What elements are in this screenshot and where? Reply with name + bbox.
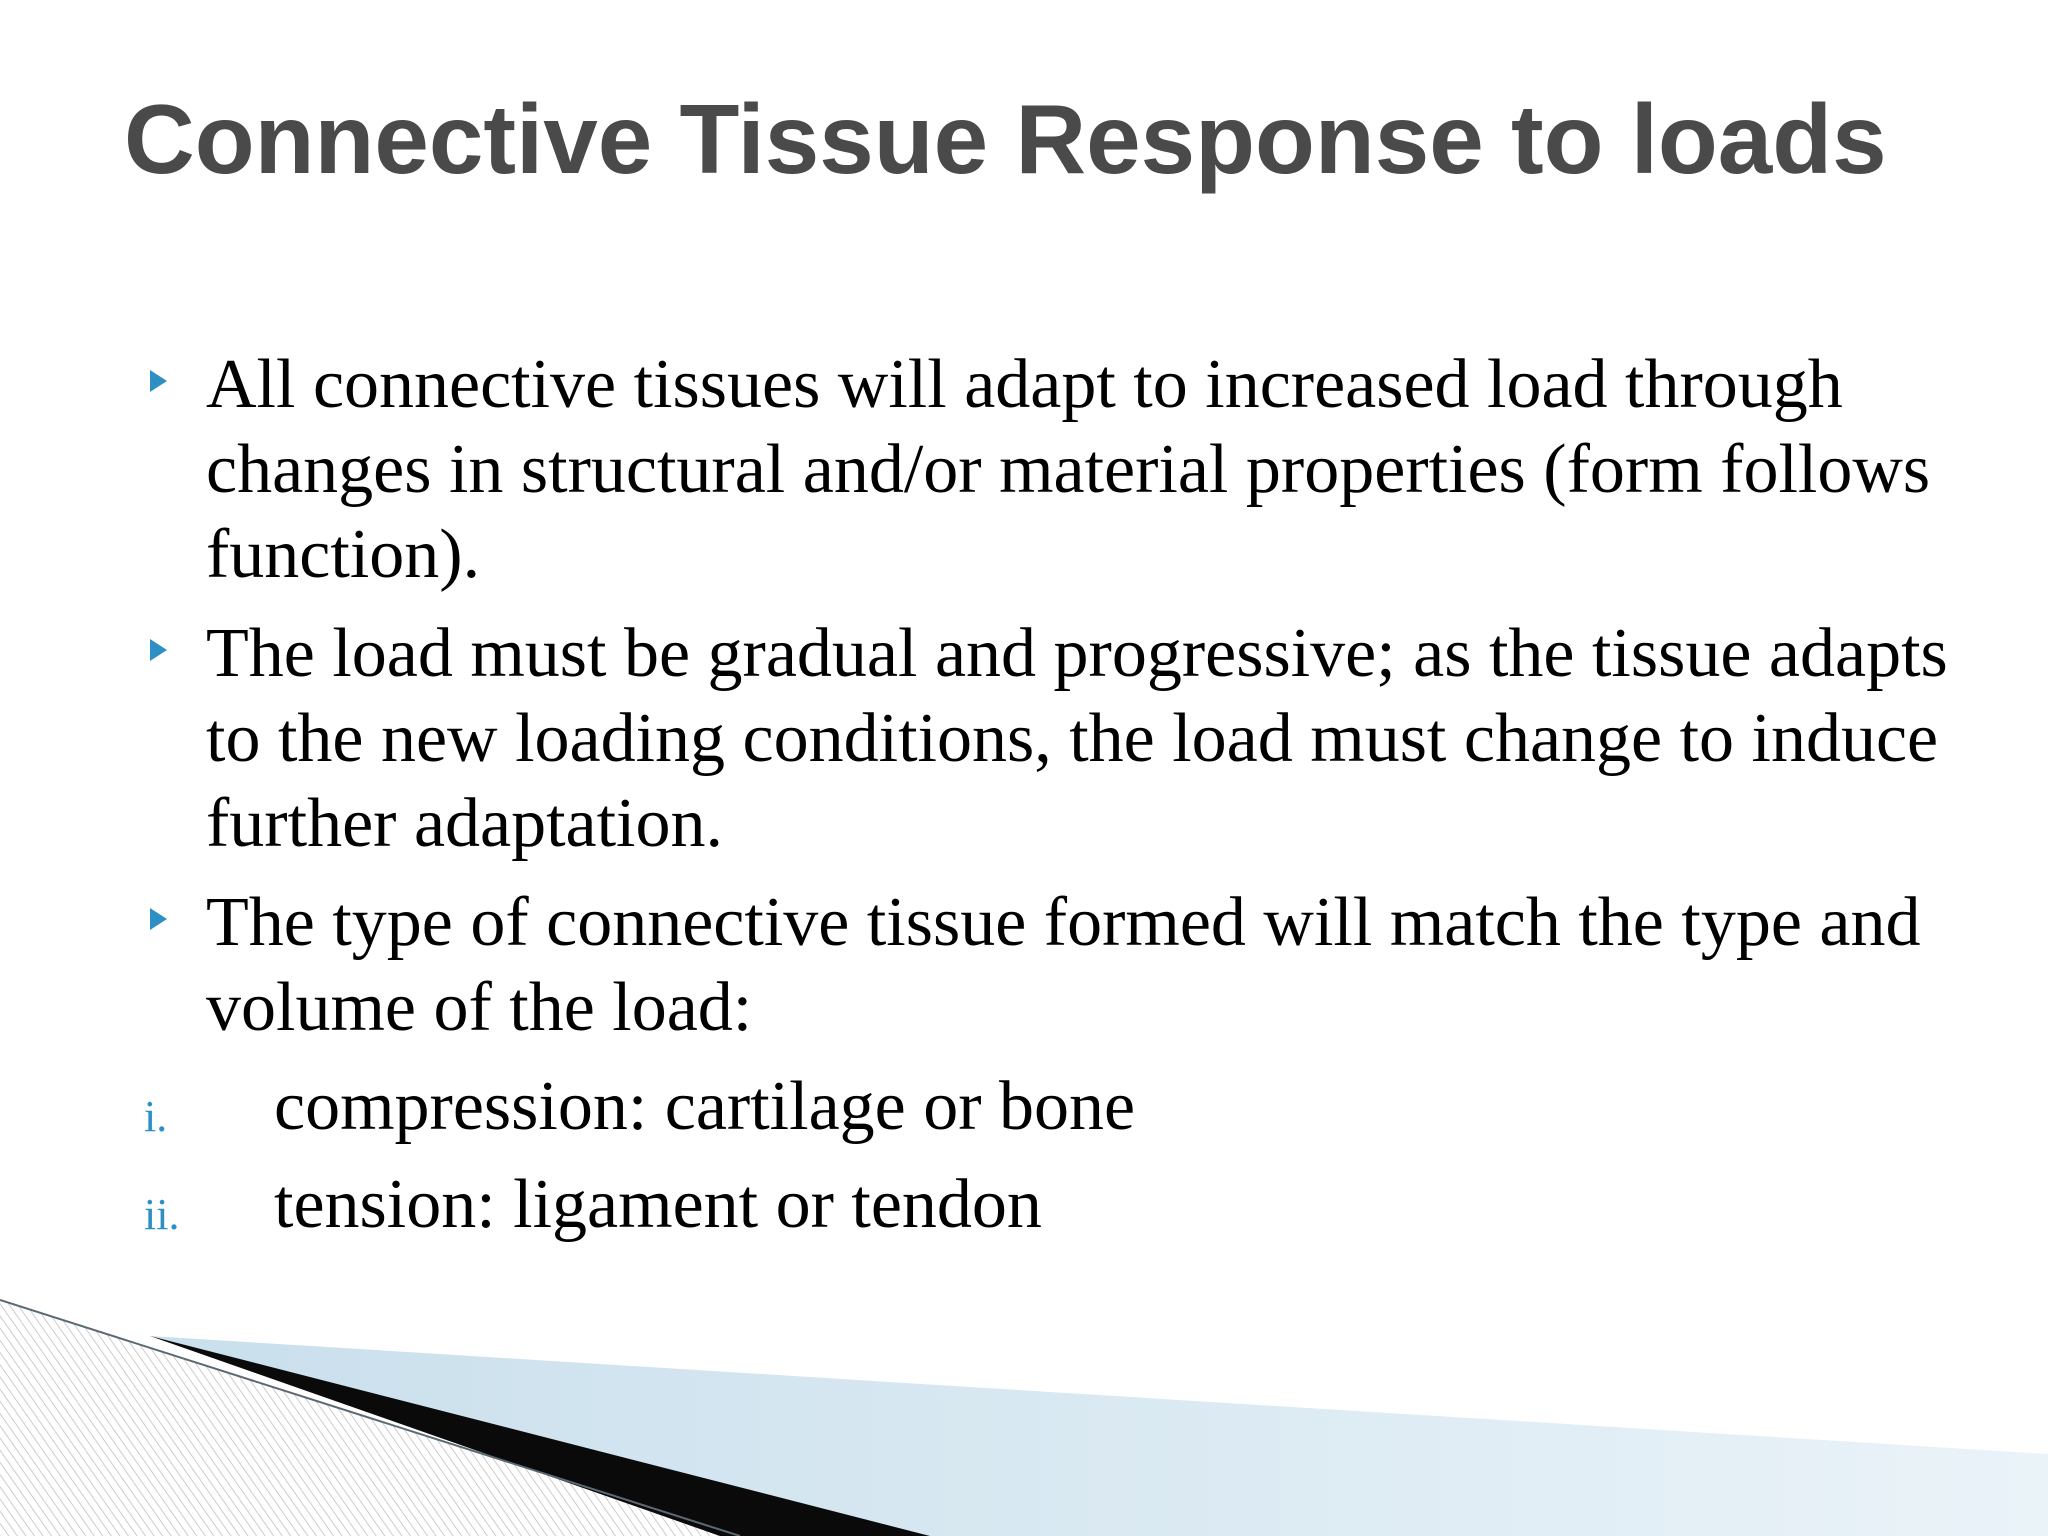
roman-numeral-marker: i.	[144, 1092, 168, 1141]
slide-body	[144, 342, 1948, 1257]
roman-numeral-marker: ii.	[144, 1190, 180, 1239]
numbered-subitem	[144, 1162, 1948, 1247]
slide-title: Connective Tissue Response to loads	[124, 84, 1887, 194]
triangle-bullet-icon	[150, 908, 167, 930]
bullet-text: The load must be gradual and progressive; as the tissue adapts to the new loading conditions, the load must change to induce further adaptation.	[206, 615, 1948, 862]
decorative-corner-graphic	[0, 1280, 2048, 1536]
bullet-text: The type of connective tissue formed will match the type and volume of the load:	[206, 884, 1921, 1046]
triangle-bullet-icon	[150, 370, 167, 392]
bullet-item	[148, 611, 1948, 866]
subitem-text: compression: cartilage or bone	[274, 1068, 1136, 1145]
numbered-subitem	[144, 1064, 1948, 1149]
subitem-text: tension: ligament or tendon	[274, 1166, 1042, 1243]
bullet-item	[148, 880, 1948, 1050]
triangle-bullet-icon	[150, 639, 167, 661]
bullet-text: All connective tissues will adapt to increased load through changes in structural and/or material properties (form follows function).	[206, 346, 1931, 593]
bullet-item	[148, 342, 1948, 597]
